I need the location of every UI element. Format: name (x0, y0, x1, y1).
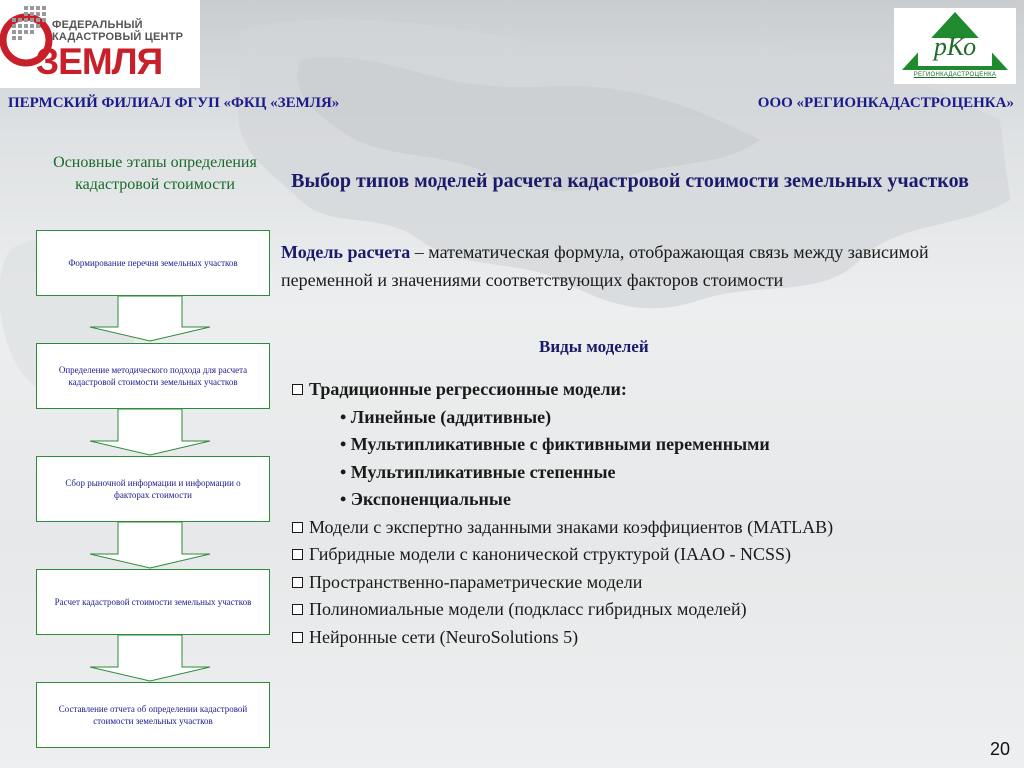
list-item: Модели с экспертно заданными знаками коэффициентов (MATLAB) (292, 514, 992, 542)
checkbox-bullet-icon (292, 604, 303, 615)
header-left-org: ПЕРМСКИЙ ФИЛИАЛ ФГУП «ФКЦ «ЗЕМЛЯ» (8, 95, 340, 111)
list-item: Гибридные модели с канонической структурой (IAAO - NCSS) (292, 541, 992, 569)
list-item: Нейронные сети (NeuroSolutions 5) (292, 624, 992, 652)
down-arrow-icon (90, 635, 210, 681)
step-box: Определение методического подхода для расчета кадастровой стоимости земельных участков (36, 343, 270, 409)
header-right-org: ООО «РЕГИОНКАДАСТРОЦЕНКА» (757, 95, 1014, 111)
definition-text: – математическая формула, отображающая связь между зависимой переменной и значениями соответствующих факторов стоимости (281, 242, 929, 290)
logo-right-subtitle: РЕГИОНКАДАСТРОЦЕНКА (913, 72, 997, 78)
list-item: Традиционные регрессионные модели: (292, 376, 992, 404)
checkbox-bullet-icon (292, 632, 303, 643)
list-item: Полиномиальные модели (подкласс гибридных моделей) (292, 596, 992, 624)
logo-left-word: ЗЕМЛЯ (36, 41, 163, 82)
definition-term: Модель расчета (281, 242, 411, 262)
stages-title: Основные этапы определения кадастровой стоимости (53, 154, 257, 193)
page-number: 20 (989, 739, 1010, 759)
page-title: Выбор типов моделей расчета кадастровой стоимости земельных участков (291, 170, 969, 192)
sub-list-item: • Мультипликативные степенные (340, 461, 616, 482)
kinds-title: Виды моделей (539, 337, 649, 356)
sub-list-item: • Линейные (аддитивные) (340, 406, 552, 427)
step-box: Сбор рыночной информации и информации о факторах стоимости (36, 456, 270, 522)
sub-list-item: • Экспоненциальные (340, 489, 511, 509)
logo-left-line2: КАДАСТРОВЫЙ ЦЕНТР (52, 31, 184, 43)
logo-right-mark: рКо (933, 32, 977, 61)
checkbox-bullet-icon (292, 577, 303, 588)
model-definition (281, 238, 1006, 294)
list-item: Пространственно-параметрические модели (292, 569, 992, 597)
checkbox-bullet-icon (292, 384, 303, 395)
step-box: Составление отчета об определении кадастровой стоимости земельных участков (36, 682, 270, 748)
checkbox-bullet-icon (292, 522, 303, 533)
checkbox-bullet-icon (292, 549, 303, 560)
step-box: Расчет кадастровой стоимости земельных участков (36, 569, 270, 635)
down-arrow-icon (90, 296, 210, 341)
sub-list-item: • Мультипликативные с фиктивными переменными (340, 434, 770, 454)
down-arrow-icon (90, 409, 210, 455)
step-box: Формирование перечня земельных участков (36, 230, 270, 296)
model-list (292, 376, 992, 651)
logo-left-line1: ФЕДЕРАЛЬНЫЙ (52, 19, 143, 31)
down-arrow-icon (90, 522, 210, 568)
